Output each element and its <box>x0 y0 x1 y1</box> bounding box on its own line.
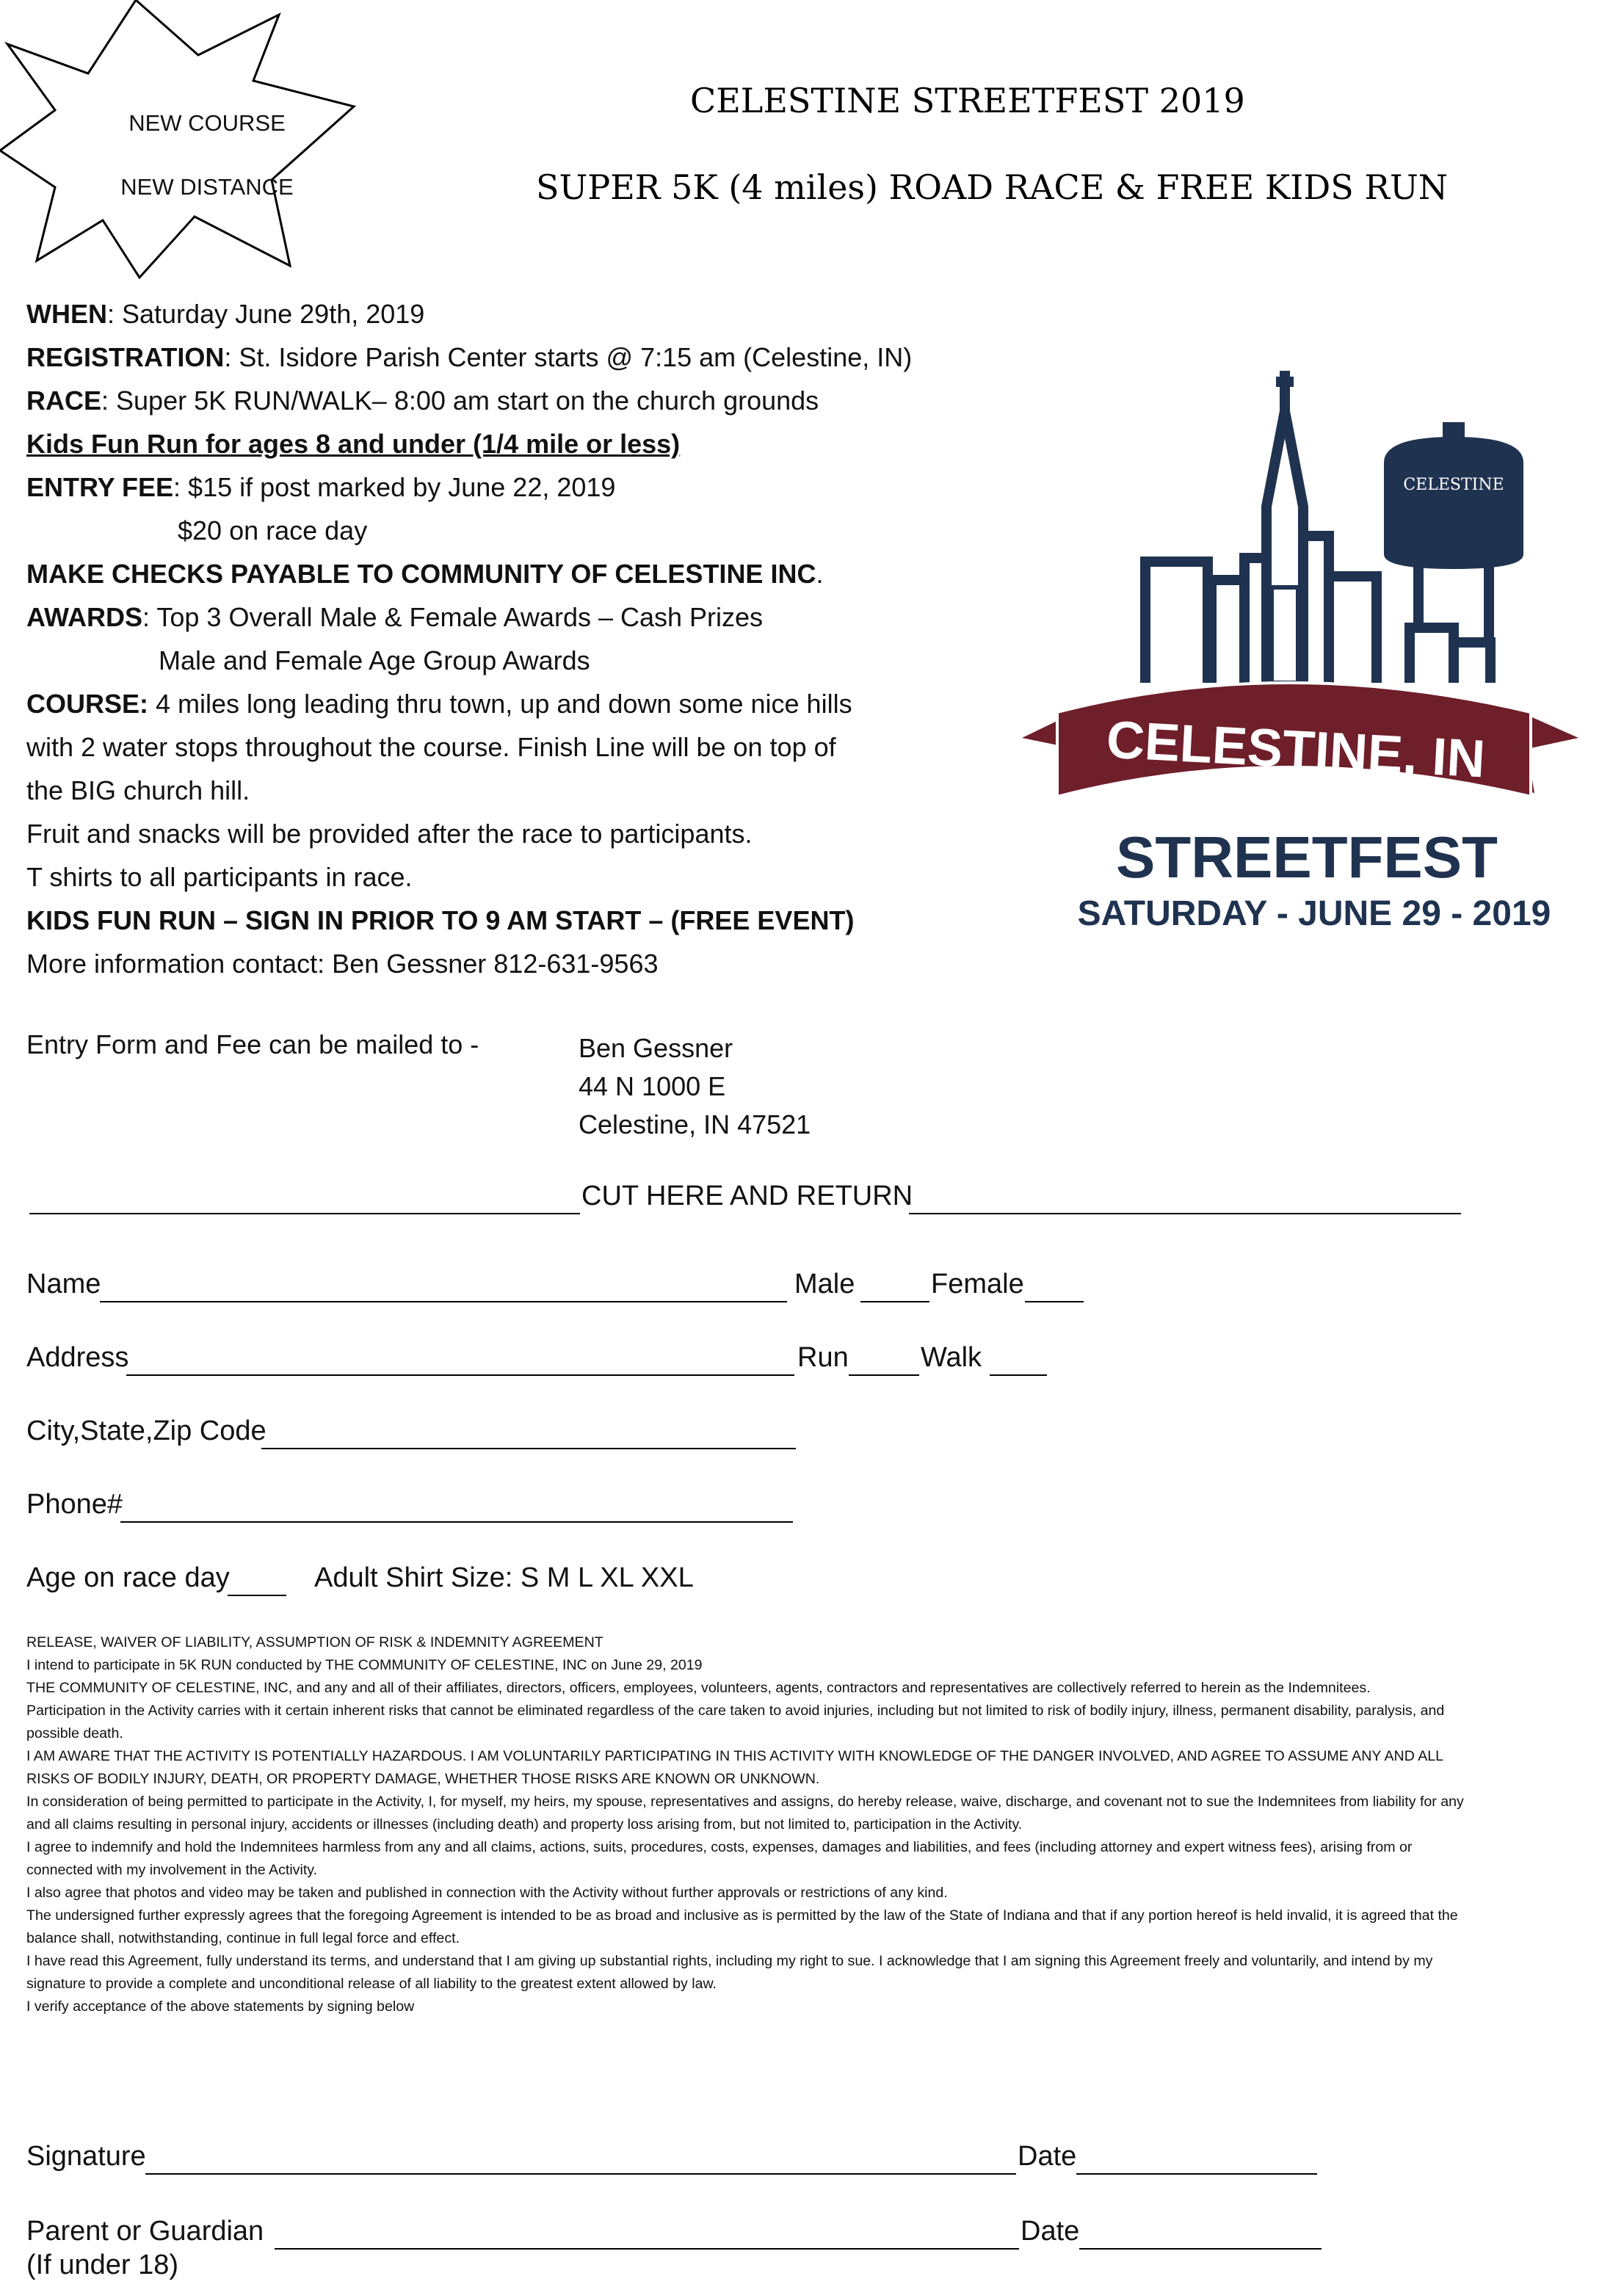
course-line1: 4 miles long leading thru town, up and down some nice hills <box>148 689 852 719</box>
waiver-paragraph: In consideration of being permitted to participate in the Activity, I, for myself, my heirs, my spouse, representatives and assigns, do hereby release, waive, discharge, and covenant not to sue the Indemnitees from liability for any and all claims resulting in personal injury, accidents or illnesses (including death) and property loss arising from, but not limited to, participation in the Activity. <box>26 1794 1464 1833</box>
shirts-line: T shirts to all participants in race. <box>26 862 413 892</box>
address-label: Address <box>26 1342 129 1373</box>
page-title <box>690 81 1245 120</box>
phone-label: Phone# <box>26 1489 123 1520</box>
female-field[interactable] <box>1025 1301 1084 1302</box>
race-line <box>26 379 1003 422</box>
entry-fee-value: : $15 if post marked by June 22, 2019 <box>173 472 616 502</box>
waiver-paragraph: I intend to participate in 5K RUN conducted by THE COMMUNITY OF CELESTINE, INC on June 29, 2019 <box>26 1657 703 1673</box>
waiver-text <box>26 1631 1465 2018</box>
contact-line: More information contact: Ben Gessner 812-631-9563 <box>26 949 659 979</box>
awards-line <box>26 595 1003 639</box>
event-info <box>26 292 1003 985</box>
mailing-label: Entry Form and Fee can be mailed to - <box>26 1029 479 1059</box>
church-windows-icon <box>1272 587 1298 683</box>
name-field[interactable] <box>100 1301 787 1302</box>
registration-value: : St. Isidore Parish Center starts @ 7:15 am (Celestine, IN) <box>224 342 913 372</box>
run-label: Run <box>797 1342 849 1373</box>
race-label: RACE <box>26 385 102 416</box>
waiver-paragraph: I have read this Agreement, fully understand its terms, and understand that I am giving up substantial rights, including my right to sue. I acknowledge that I am signing this Agreement freely and voluntarily, and intend by my signature to provide a complete and unconditional release of all liability to the greatest extent allowed by law. <box>26 1953 1433 1992</box>
shirt-size-label: Adult Shirt Size: S M L XL XXL <box>314 1562 694 1593</box>
female-label: Female <box>931 1269 1024 1300</box>
signature-field[interactable] <box>145 2173 1016 2175</box>
logo-date: SATURDAY - JUNE 29 - 2019 <box>1077 894 1551 933</box>
waiver-paragraph: I also agree that photos and video may be taken and published in connection with the Activity without further approvals or restrictions of any kind. <box>26 1885 948 1901</box>
city-field[interactable] <box>261 1448 796 1449</box>
male-label: Male <box>794 1269 855 1300</box>
cut-line-right <box>909 1213 1461 1214</box>
kids-run-line: Kids Fun Run for ages 8 and under (1/4 mile or less) <box>26 429 681 459</box>
city-label: City,State,Zip Code <box>26 1416 267 1446</box>
walk-label: Walk <box>921 1342 982 1373</box>
guardian-label: Parent or Guardian <box>26 2216 264 2247</box>
cut-here-label: CUT HERE AND RETURN <box>581 1181 913 1211</box>
subtitle-part-c: ) ROAD RACE & FREE KIDS RUN <box>865 167 1449 207</box>
subtitle-part-b: miles <box>774 167 866 207</box>
waiver-paragraph: I agree to indemnify and hold the Indemnitees harmless from any and all claims, actions, suits, procedures, costs, expenses, damages and liabilities, and fees (including attorney and expert witness fees), arising from or connected with my involvement in the Activity. <box>26 1839 1413 1878</box>
signature-date-field[interactable] <box>1076 2173 1317 2175</box>
checks-text: MAKE CHECKS PAYABLE TO COMMUNITY OF CELESTINE INC <box>26 559 816 589</box>
registration-line <box>26 336 1003 379</box>
when-label: WHEN <box>26 299 107 329</box>
name-label: Name <box>26 1269 101 1300</box>
water-tower-label: CELESTINE <box>1403 476 1504 494</box>
entry-fee-line <box>26 465 1003 509</box>
subtitle-part-a: SUPER 5K (4 <box>536 167 775 207</box>
course-label: COURSE: <box>26 689 149 719</box>
waiver-paragraph: Participation in the Activity carries with it certain inherent risks that cannot be eliminated regardless of the care taken to avoid injuries, including but not limited to risk of bodily injury, illness, permanent disability, paralysis, and possible death. <box>26 1703 1445 1741</box>
waiver-heading: RELEASE, WAIVER OF LIABILITY, ASSUMPTION OF RISK & INDEMNITY AGREEMENT <box>26 1634 603 1650</box>
mailing-street: 44 N 1000 E <box>579 1071 726 1101</box>
signature-label: Signature <box>26 2141 146 2172</box>
male-field[interactable] <box>860 1301 929 1302</box>
registration-label: REGISTRATION <box>26 342 225 372</box>
waiver-paragraph: The undersigned further expressly agrees that the foregoing Agreement is intended to be as broad and inclusive as is permitted by the law of the State of Indiana and that if any portion hereof is held invalid, it is agreed that the balance shall, notwithstanding, continue in full legal force and effect. <box>26 1907 1458 1946</box>
waiver-paragraph: I AM AWARE THAT THE ACTIVITY IS POTENTIALLY HAZARDOUS. I AM VOLUNTARILY PARTICIPATING IN THIS ACTIVITY WITH KNOWLEDGE OF THE DANGER INVOLVED, AND AGREE TO ASSUME ANY AND ALL RISKS OF BODILY INJURY, DEATH, OR PROPERTY DAMAGE, WHETHER THOSE RISKS ARE KNOWN OR UNKNOWN. <box>26 1748 1443 1787</box>
logo-streetfest: STREETFEST <box>1115 824 1498 890</box>
burst-line-new-course: NEW COURSE <box>128 110 286 136</box>
entry-fee-label: ENTRY FEE <box>26 472 174 502</box>
checks-period: . <box>816 559 824 589</box>
waiver-paragraph: THE COMMUNITY OF CELESTINE, INC, and any and all of their affiliates, directors, officers, employees, volunteers, agents, contractors and representatives are collectively referred to herein as the Indemnitees. <box>26 1680 1371 1696</box>
age-label: Age on race day <box>26 1562 230 1593</box>
guardian-date-field[interactable] <box>1079 2248 1322 2250</box>
entry-fee-race-day: $20 on race day <box>178 515 368 546</box>
course-line <box>26 682 1003 725</box>
course-line2: with 2 water stops throughout the course. Finish Line will be on top of <box>26 732 836 762</box>
phone-field[interactable] <box>120 1521 793 1523</box>
when-value: : Saturday June 29th, 2019 <box>107 299 425 329</box>
guardian-note: (If under 18) <box>26 2250 178 2280</box>
banner-text: CELESTINE, IN <box>1105 710 1487 789</box>
kids-signin-line: KIDS FUN RUN – SIGN IN PRIOR TO 9 AM START – (FREE EVENT) <box>26 905 855 935</box>
water-tower-icon <box>1384 437 1523 569</box>
mailing-address <box>579 1029 811 1144</box>
when-line <box>26 292 1003 336</box>
run-field[interactable] <box>849 1374 919 1376</box>
awards-value: : Top 3 Overall Male & Female Awards – Cash Prizes <box>142 602 764 632</box>
burst-line-new-distance: NEW DISTANCE <box>120 174 294 200</box>
starburst-badge <box>0 0 470 279</box>
race-value: : Super 5K RUN/WALK– 8:00 am start on the church grounds <box>101 385 819 416</box>
cut-line-left <box>29 1213 580 1214</box>
mailing-name: Ben Gessner <box>579 1033 733 1063</box>
signature-date-label: Date <box>1018 2141 1077 2172</box>
starburst-shape <box>0 0 354 278</box>
mailing-city: Celestine, IN 47521 <box>579 1109 811 1139</box>
streetfest-logo <box>1013 367 1586 954</box>
water-tower-top <box>1443 422 1465 438</box>
checks-line <box>26 552 1003 595</box>
guardian-field[interactable] <box>275 2248 1019 2250</box>
waiver-paragraph: I verify acceptance of the above statements by signing below <box>26 1998 415 2015</box>
address-field[interactable] <box>126 1374 794 1376</box>
fruit-line: Fruit and snacks will be provided after the race to participants. <box>26 819 753 849</box>
page-title-text: CELESTINE STREETFEST 2019 <box>690 81 1245 120</box>
awards-age-group: Male and Female Age Group Awards <box>159 645 590 675</box>
guardian-date-label: Date <box>1021 2216 1080 2247</box>
walk-field[interactable] <box>990 1374 1047 1376</box>
awards-label: AWARDS <box>26 602 143 632</box>
page-subtitle <box>536 167 1448 207</box>
age-field[interactable] <box>228 1595 286 1596</box>
course-line3: the BIG church hill. <box>26 775 250 805</box>
